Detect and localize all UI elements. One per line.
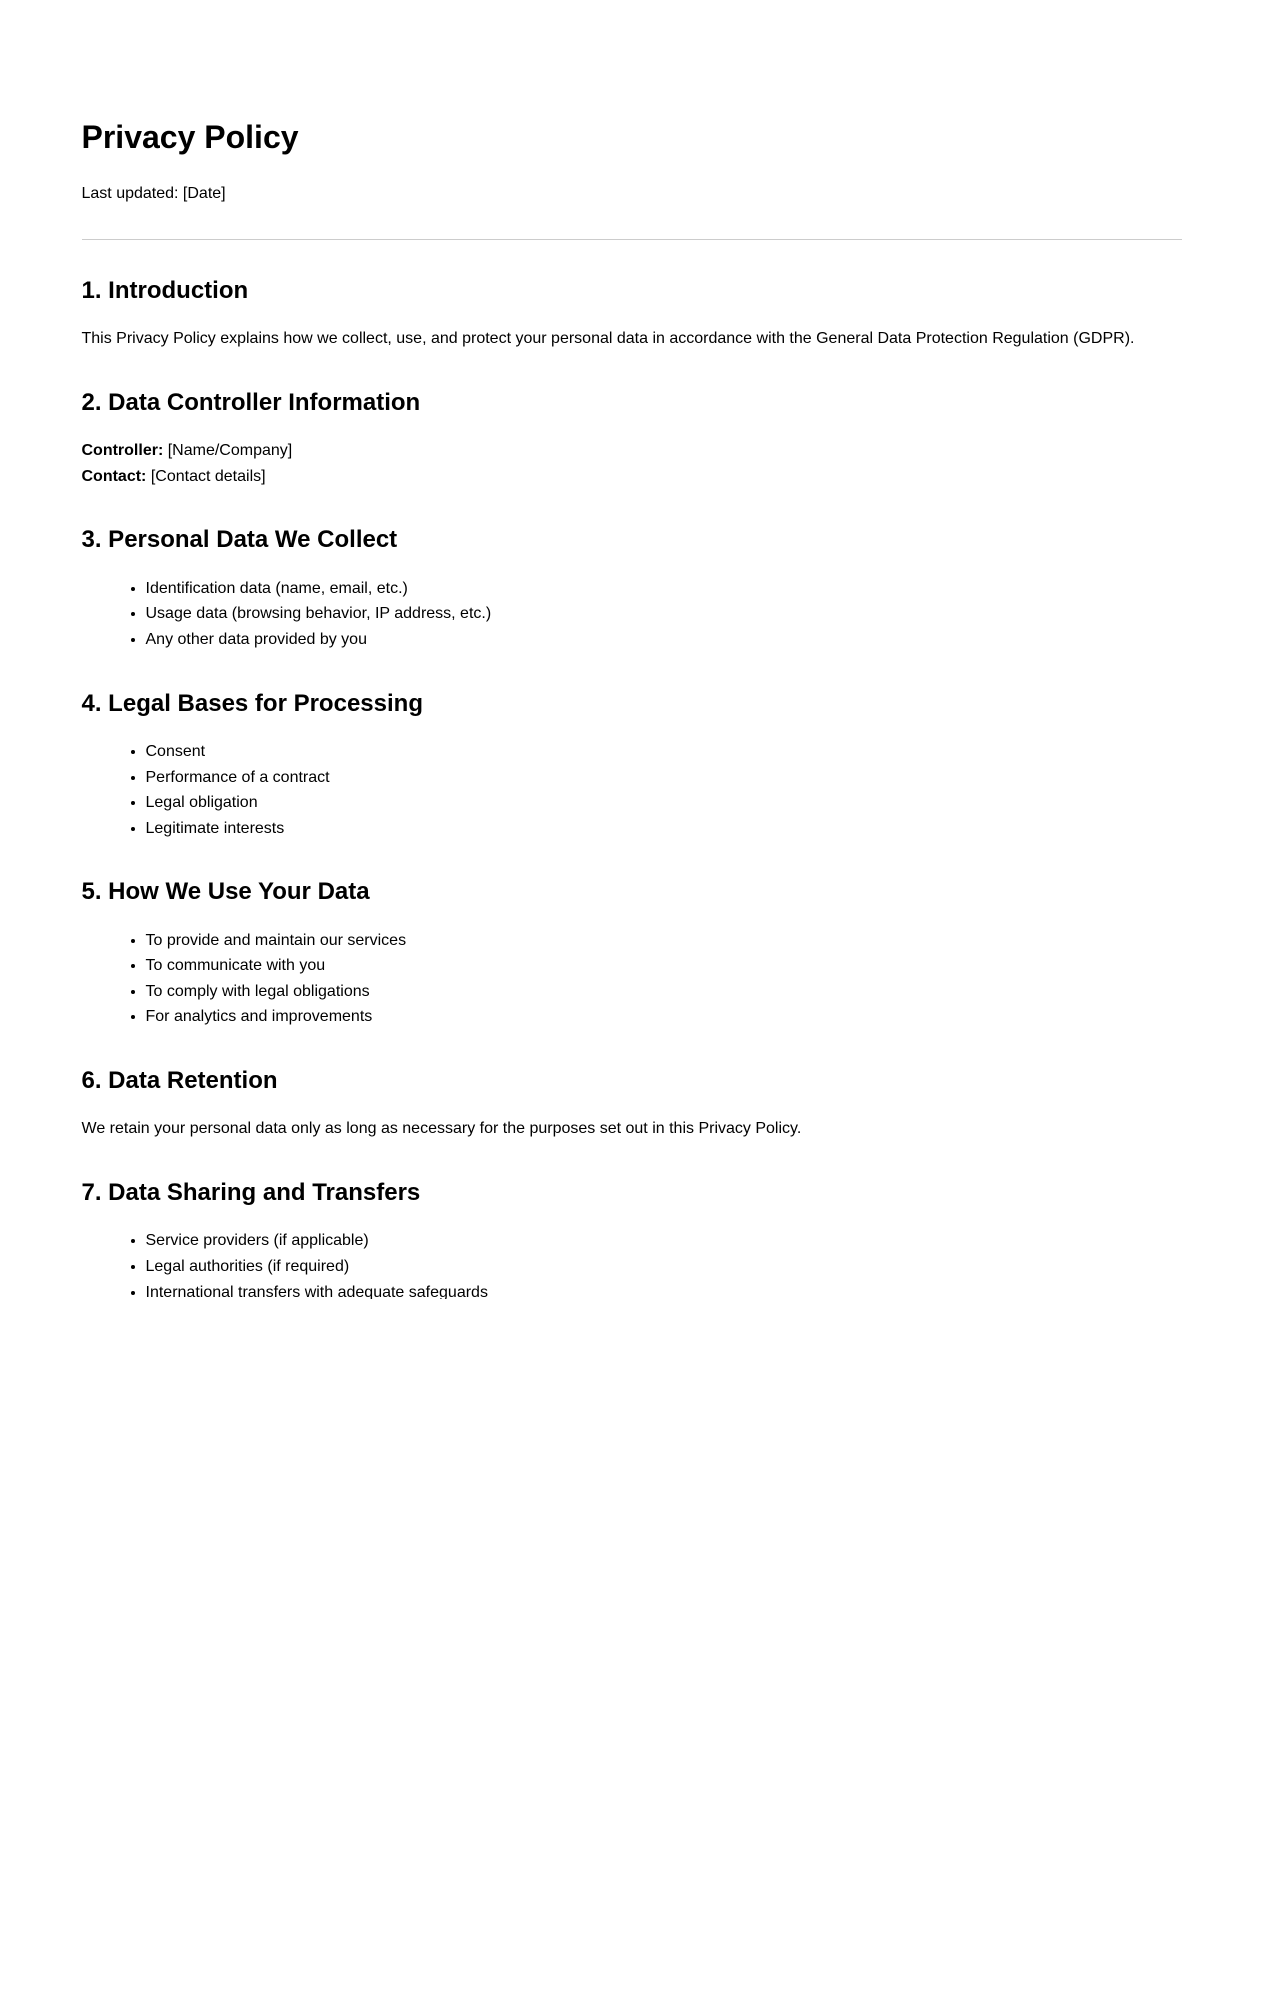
list-item: • Any other data provided by you bbox=[146, 627, 1182, 653]
list-item: • International transfers with adequate safeguards bbox=[146, 1280, 1182, 1299]
section-heading: 7. Data Sharing and Transfers bbox=[81, 1179, 421, 1207]
section-data-sharing bbox=[82, 1174, 1182, 1299]
section-data-retention bbox=[82, 1062, 1182, 1142]
list-item: • For analytics and improvements bbox=[146, 1004, 1182, 1030]
list-item: • Performance of a contract bbox=[146, 765, 1182, 791]
list-item: • Usage data (browsing behavior, IP address, etc.) bbox=[146, 601, 1182, 627]
controller-label: Controller: bbox=[81, 442, 164, 460]
section-paragraph: We retain your personal data only as long as necessary for the purposes set out in this Privacy Policy. bbox=[81, 1120, 802, 1138]
section-paragraph: This Privacy Policy explains how we collect, use, and protect your personal data in accordance with the General Data Protection Regulation (GDPR). bbox=[81, 330, 1135, 348]
list-item: • Legitimate interests bbox=[146, 816, 1182, 842]
controller-value: [Name/Company] bbox=[163, 442, 293, 460]
data-use-list bbox=[82, 928, 1182, 1030]
list-item: • Legal obligation bbox=[146, 790, 1182, 816]
list-item: • Legal authorities (if required) bbox=[146, 1254, 1182, 1280]
section-data-use bbox=[82, 873, 1182, 1030]
contact-value: [Contact details] bbox=[146, 467, 266, 485]
legal-bases-list bbox=[82, 739, 1182, 841]
section-personal-data bbox=[82, 521, 1182, 652]
data-sharing-list bbox=[82, 1228, 1182, 1299]
last-updated-text: Last updated: [Date] bbox=[81, 185, 226, 203]
section-heading: 2. Data Controller Information bbox=[81, 388, 421, 416]
list-item: • Identification data (name, email, etc.) bbox=[146, 576, 1182, 602]
controller-info bbox=[82, 438, 1182, 489]
section-heading: 6. Data Retention bbox=[81, 1067, 278, 1095]
list-item: • To communicate with you bbox=[146, 953, 1182, 979]
section-data-controller bbox=[82, 384, 1182, 490]
page-title: Privacy Policy bbox=[81, 119, 299, 155]
section-heading: 1. Introduction bbox=[81, 276, 249, 304]
privacy-policy-document bbox=[82, 0, 1182, 1299]
section-heading: 4. Legal Bases for Processing bbox=[81, 689, 423, 717]
header-divider bbox=[82, 239, 1182, 240]
list-item: • Service providers (if applicable) bbox=[146, 1228, 1182, 1254]
list-item: • Consent bbox=[146, 739, 1182, 765]
list-item: • To provide and maintain our services bbox=[146, 928, 1182, 954]
section-introduction bbox=[82, 272, 1182, 352]
section-heading: 5. How We Use Your Data bbox=[81, 878, 370, 906]
contact-label: Contact: bbox=[81, 467, 147, 485]
list-item: • To comply with legal obligations bbox=[146, 979, 1182, 1005]
section-legal-bases bbox=[82, 685, 1182, 842]
section-heading: 3. Personal Data We Collect bbox=[81, 526, 398, 554]
personal-data-list bbox=[82, 576, 1182, 653]
